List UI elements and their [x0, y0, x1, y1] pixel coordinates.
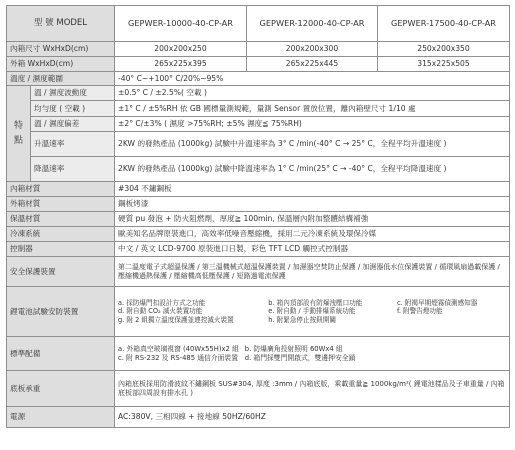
- battery-safety-label: 鋰電池試驗安防裝置: [7, 287, 115, 337]
- spec-table: [6, 5, 510, 428]
- standard-list: [118, 345, 506, 363]
- outer-size-2: 265x225x445: [247, 57, 378, 72]
- inner-size-1: 200x200x250: [115, 42, 247, 57]
- standard-item: c. 附 RS-232 及 RS-485 通信介面裝置: [118, 353, 239, 362]
- battery-safety-row: [7, 287, 510, 337]
- refrigeration-row: [7, 227, 510, 242]
- safety-row: [7, 257, 510, 287]
- battery-safety-item: c. 附褐早期煙霧偵測感知器: [397, 298, 478, 307]
- battery-safety-list: [118, 299, 506, 325]
- battery-safety-item: b. 箱內頂部設有防爆洩壓口功能: [268, 298, 363, 307]
- model-label: 型 號 MODEL: [7, 6, 115, 42]
- insulation-row: [7, 212, 510, 227]
- features-category-text: 特點: [13, 121, 23, 146]
- power-row: [7, 407, 510, 428]
- outer-material-value: 鋼板烤漆: [115, 197, 510, 212]
- standard-item: a. 外箱真空玻璃視窗 (40Wx55H)x2 組: [118, 344, 239, 353]
- safety-value: 第二溫度電子式超溫保護 / 第三溫機械式超溫保護裝置 / 加濕器空焚防止保護 / 加濕器低水位保護裝置 / 循環風扇過載保護 / 壓縮機過熱保護 / 壓縮機高低壓保護 / 短路過電流保護: [115, 257, 510, 287]
- controller-value: 中文 / 英文 LCD-9700 原裝進口日製，彩色 TFT LCD 觸控式控制器: [115, 242, 510, 257]
- fluctuation-row: [7, 86, 510, 101]
- refrigeration-label: 冷凍系統: [7, 227, 115, 242]
- inner-material-row: [7, 182, 510, 197]
- model-2: GEPWER-12000-40-CP-AR: [247, 6, 378, 42]
- inner-material-value: #304 不鏽鋼板: [115, 182, 510, 197]
- floor-row: [7, 371, 510, 407]
- inner-size-label: 內箱尺寸 WxHxD(cm): [7, 42, 115, 57]
- range-row: [7, 72, 510, 86]
- outer-material-label: 外箱材質: [7, 197, 115, 212]
- outer-size-1: 265x225x395: [115, 57, 247, 72]
- outer-material-row: [7, 197, 510, 212]
- standard-item: b. 防爆廣角投射照明 60Wx4 組: [244, 344, 343, 353]
- cooling-rate-row: [7, 157, 510, 182]
- safety-label: 安全保護裝置: [7, 257, 115, 287]
- model-3: GEPWER-17500-40-CP-AR: [378, 6, 510, 42]
- power-value: AC:380V, 三相四線 + 接地線 50HZ/60HZ: [115, 407, 510, 428]
- controller-label: 控制器: [7, 242, 115, 257]
- uniformity-row: [7, 101, 510, 117]
- outer-size-3: 315x225x505: [378, 57, 510, 72]
- deviation-label: 溫 / 濕度偏差: [31, 117, 115, 132]
- floor-value: 內箱底板採用防滑波紋不鏽鋼板 SUS#304, 厚度 :3mm / 內箱底版，乘載重量≧ 1000kg/m²( 鋰電池樣品及子車重量 / 內箱底板部四周設有排水孔 ): [115, 371, 510, 407]
- power-label: 電源: [7, 407, 115, 428]
- deviation-row: [7, 117, 510, 132]
- battery-safety-item: a. 採防爆門扣設計方式之功能: [118, 298, 206, 307]
- battery-safety-item: d. 附自動 CO₂ 滅火裝置功能: [118, 307, 203, 316]
- heating-value: 2KW 的發熱產品 (1000kg) 試驗中升溫速率為 3° C /min(-40° C → 25° C，全程平均升溫速度 ): [115, 132, 510, 157]
- controller-row: [7, 242, 510, 257]
- standard-item: d. 箱門採雙門開啟式，雙邊押安全鎖: [244, 353, 356, 362]
- battery-safety-item: g. 附 2 組獨立溫度保護並連控滅火裝置: [118, 315, 234, 324]
- standard-label: 標準配備: [7, 337, 115, 371]
- insulation-label: 保溫材質: [7, 212, 115, 227]
- model-row: [7, 6, 510, 42]
- cooling-rate-label: 降溫速率: [31, 157, 115, 182]
- outer-size-row: [7, 57, 510, 72]
- floor-label: 底板承重: [7, 371, 115, 407]
- battery-safety-cell: [115, 287, 510, 337]
- inner-size-row: [7, 42, 510, 57]
- range-label: 溫度 / 濕度範圍: [7, 72, 115, 86]
- refrigeration-value: 歐美知名品牌原裝進口，高效率低噪音壓縮機，採用二元冷凍系統及環保冷媒: [115, 227, 510, 242]
- fluctuation-value: ±0.5° C / ±2.5%( 空載 ): [115, 86, 510, 101]
- inner-size-2: 200x200x300: [247, 42, 378, 57]
- outer-size-label: 外箱 WxHxD(cm): [7, 57, 115, 72]
- battery-safety-item: h. 附緊急停止按鈕開關: [268, 315, 336, 324]
- standard-cell: [115, 337, 510, 371]
- inner-size-3: 250x200x350: [378, 42, 510, 57]
- features-category: [7, 86, 31, 182]
- uniformity-value: ±1° C / ±5%RH 依 GB 國標量測規範，量測 Sensor 置放位置，離內箱壁尺寸 1/10 處: [115, 101, 510, 117]
- heating-row: [7, 132, 510, 157]
- uniformity-label: 均勻度 ( 空載 ): [31, 101, 115, 117]
- standard-row: [7, 337, 510, 371]
- cooling-rate-value: 2KW 的發熱產品 (1000kg) 試驗中降溫速率為 1° C /min(25° C → -40° C，全程平均降溫速度 ): [115, 157, 510, 182]
- deviation-value: ±2° C/±3% ( 濕度 >75%RH; ±5% 濕度≦ 75%RH): [115, 117, 510, 132]
- range-value: -40° C~+100° C/20%~95%: [115, 72, 510, 86]
- fluctuation-label: 溫 / 濕度波動度: [31, 86, 115, 101]
- heating-label: 升溫速率: [31, 132, 115, 157]
- model-1: GEPWER-10000-40-CP-AR: [115, 6, 247, 42]
- battery-safety-item: f. 附警告燈功能: [397, 307, 443, 316]
- battery-safety-item: e. 附自動 / 手動排爆系統功能: [268, 307, 356, 316]
- inner-material-label: 內箱材質: [7, 182, 115, 197]
- insulation-value: 硬質 pu 發泡 + 防火阻燃劑，厚度≧ 100min, 保溫層內附加整體結構補強: [115, 212, 510, 227]
